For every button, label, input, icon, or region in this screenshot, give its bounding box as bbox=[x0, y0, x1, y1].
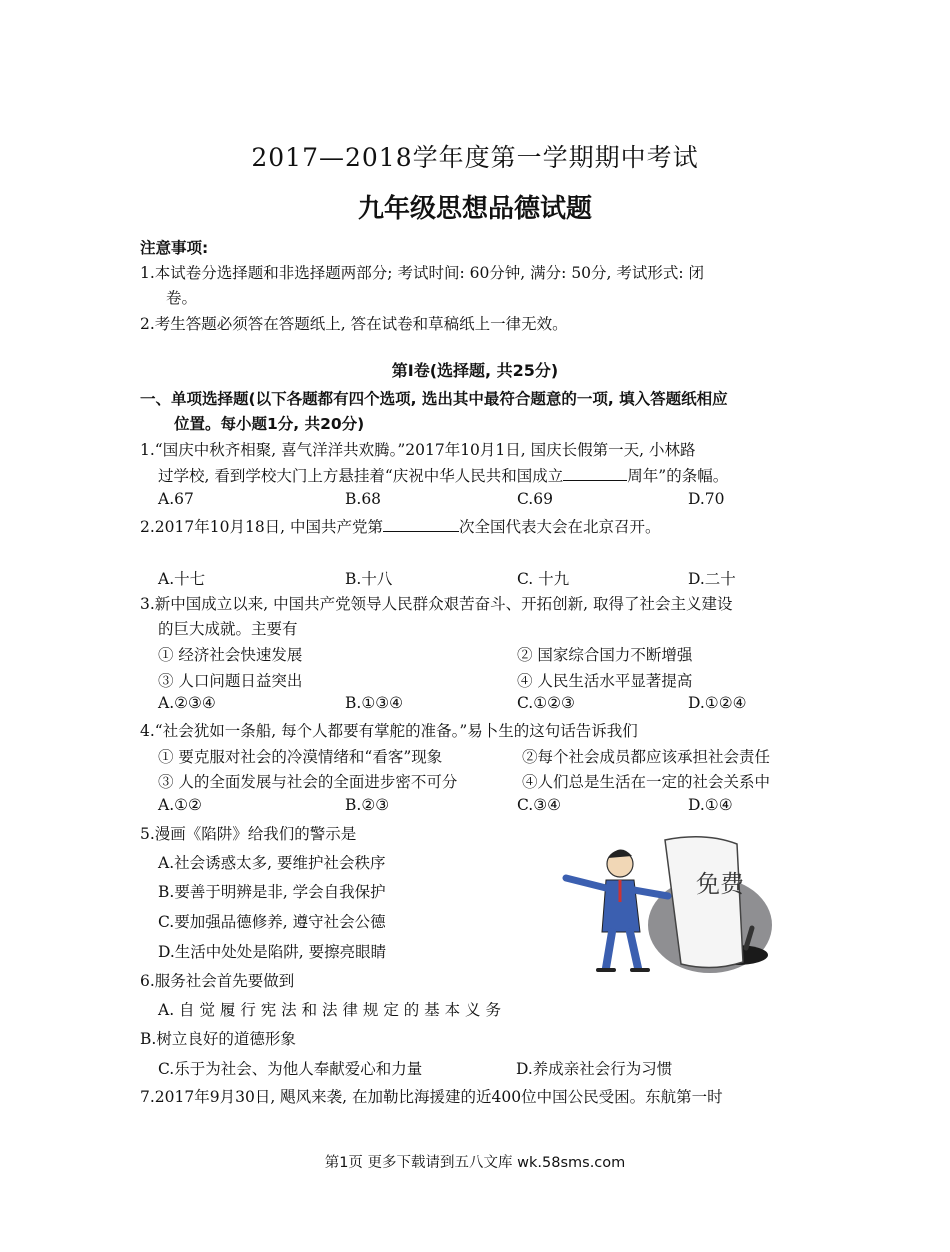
q1-option-d: D.70 bbox=[688, 490, 725, 508]
notes-heading: 注意事项: bbox=[140, 239, 209, 257]
q7-stem: 7.2017年9月30日, 飓风来袭, 在加勒比海援建的近400位中国公民受困。东航第一时 bbox=[140, 1088, 723, 1106]
q6-option-c: C.乐于为社会、为他人奉献爱心和力量 bbox=[158, 1060, 423, 1078]
q4-statement-2: ②每个社会成员都应该承担社会责任 bbox=[522, 748, 771, 766]
q2-option-d: D.二十 bbox=[688, 570, 736, 588]
part-instructions-cont: 位置。每小题1分, 共20分) bbox=[174, 415, 365, 433]
q4-statement-3: ③ 人的全面发展与社会的全面进步密不可分 bbox=[158, 773, 458, 791]
note-1: 1.本试卷分选择题和非选择题两部分; 考试时间: 60分钟, 满分: 50分, 考试形式: 闭 bbox=[140, 264, 705, 282]
q1-stem-end: 周年”的条幅。 bbox=[627, 467, 729, 485]
note-1-cont: 卷。 bbox=[166, 289, 198, 307]
q4-statement-1: ① 要克服对社会的冷漠情绪和“看客”现象 bbox=[158, 748, 443, 766]
q4-option-c: C.③④ bbox=[517, 796, 562, 814]
q3-statement-1: ① 经济社会快速发展 bbox=[158, 646, 303, 664]
q5-option-a: A.社会诱惑太多, 要维护社会秩序 bbox=[158, 854, 386, 872]
cartoon-man-arm-right bbox=[634, 890, 668, 896]
q1-stem-cont bbox=[158, 464, 728, 486]
q6-option-b: B.树立良好的道德形象 bbox=[140, 1030, 296, 1048]
cartoon-man-legs bbox=[606, 932, 638, 968]
q4-option-d: D.①④ bbox=[688, 796, 733, 814]
q1-option-c: C.69 bbox=[517, 490, 553, 508]
q5-option-c: C.要加强品德修养, 遵守社会公德 bbox=[158, 913, 386, 931]
q3-option-d: D.①②④ bbox=[688, 694, 747, 712]
q1-stem-part: 过学校, 看到学校大门上方悬挂着“庆祝中华人民共和国成立 bbox=[158, 467, 564, 485]
q3-option-b: B.①③④ bbox=[345, 694, 404, 712]
q5-stem: 5.漫画《陷阱》给我们的警示是 bbox=[140, 825, 357, 843]
answer-blank bbox=[383, 517, 459, 532]
page-footer: 第1页 更多下载请到五八文库 wk.58sms.com bbox=[324, 1155, 626, 1171]
q1-option-b: B.68 bbox=[345, 490, 382, 508]
q2-stem-part: 2.2017年10月18日, 中国共产党第 bbox=[140, 518, 384, 536]
q2-option-c: C. 十九 bbox=[517, 570, 570, 588]
q3-option-a: A.②③④ bbox=[158, 694, 216, 712]
q5-option-b: B.要善于明辨是非, 学会自我保护 bbox=[158, 883, 386, 901]
q1-stem: 1.“国庆中秋齐相聚, 喜气洋洋共欢腾。”2017年10月1日, 国庆长假第一天, 小林路 bbox=[140, 441, 696, 459]
q3-option-c: C.①②③ bbox=[517, 694, 575, 712]
answer-blank bbox=[563, 466, 627, 481]
section-title: 第Ⅰ卷(选择题, 共25分) bbox=[391, 361, 559, 380]
q2-option-a: A.十七 bbox=[158, 570, 206, 588]
q3-statement-4: ④ 人民生活水平显著提高 bbox=[517, 672, 693, 690]
trap-cartoon-image bbox=[540, 830, 780, 980]
q4-statement-4: ④人们总是生活在一定的社会关系中 bbox=[522, 773, 771, 791]
q6-option-a: A. 自 觉 履 行 宪 法 和 法 律 规 定 的 基 本 义 务 bbox=[158, 1001, 501, 1019]
q5-option-d: D.生活中处处是陷阱, 要擦亮眼睛 bbox=[158, 943, 387, 961]
q3-stem-cont: 的巨大成就。主要有 bbox=[158, 620, 298, 638]
q6-option-d: D.养成亲社会行为习惯 bbox=[516, 1060, 673, 1078]
q4-stem: 4.“社会犹如一条船, 每个人都要有掌舵的准备。”易卜生的这句话告诉我们 bbox=[140, 722, 638, 740]
q2-stem bbox=[140, 515, 661, 537]
cartoon-man-arm bbox=[566, 878, 606, 888]
q3-statement-3: ③ 人口问题日益突出 bbox=[158, 672, 303, 690]
exam-subtitle: 九年级思想品德试题 bbox=[357, 194, 592, 224]
q6-stem: 6.服务社会首先要做到 bbox=[140, 972, 295, 990]
cartoon-banner-text: 免费 bbox=[696, 870, 744, 898]
exam-title: 2017—2018学年度第一学期期中考试 bbox=[251, 143, 699, 172]
q3-statement-2: ② 国家综合国力不断增强 bbox=[517, 646, 693, 664]
q4-option-b: B.②③ bbox=[345, 796, 390, 814]
q2-stem-end: 次全国代表大会在北京召开。 bbox=[459, 518, 661, 536]
note-2: 2.考生答题必须答在答题纸上, 答在试卷和草稿纸上一律无效。 bbox=[140, 315, 568, 333]
q4-option-a: A.①② bbox=[158, 796, 202, 814]
q3-stem: 3.新中国成立以来, 中国共产党领导人民群众艰苦奋斗、开拓创新, 取得了社会主义建设 bbox=[140, 595, 733, 613]
q2-option-b: B.十八 bbox=[345, 570, 393, 588]
q1-option-a: A.67 bbox=[158, 490, 194, 508]
part-instructions: 一、单项选择题(以下各题都有四个选项, 选出其中最符合题意的一项, 填入答题纸相应 bbox=[140, 390, 728, 408]
